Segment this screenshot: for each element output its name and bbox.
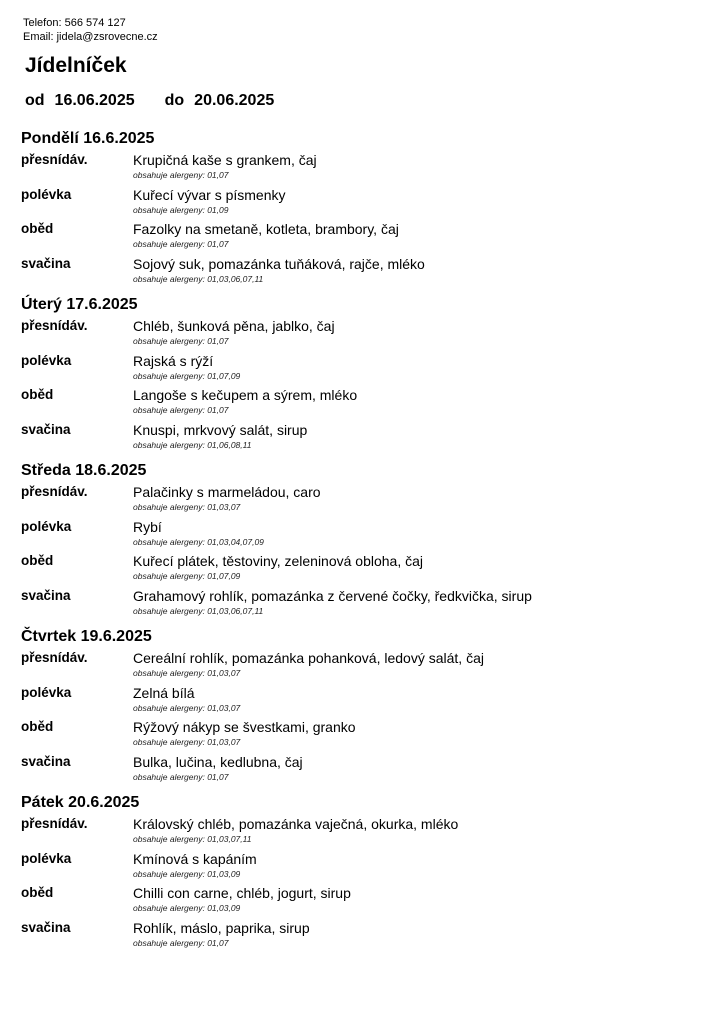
day-section (21, 128, 711, 288)
meal-type: svačina (21, 753, 71, 769)
meal-allergens: obsahuje alergeny: 01,03,07 (133, 502, 241, 512)
meal-name: Krupičná kaše s grankem, čaj (133, 152, 317, 168)
meal-row (21, 219, 711, 254)
meal-row (21, 849, 711, 884)
meal-allergens: obsahuje alergeny: 01,07,09 (133, 370, 241, 381)
meal-row (21, 586, 711, 621)
meal-allergens: obsahuje alergeny: 01,03,09 (133, 868, 241, 879)
meal-row (21, 385, 711, 420)
meal-row (21, 918, 711, 953)
meal-row (21, 517, 711, 552)
meal-row (21, 683, 711, 718)
meal-type: přesnídáv. (21, 318, 88, 333)
meal-name: Knuspi, mrkvový salát, sirup (133, 421, 308, 438)
meal-type: svačina (21, 587, 71, 603)
meal-allergens: obsahuje alergeny: 01,07 (133, 771, 229, 782)
meal-row (21, 316, 711, 351)
meal-row (21, 351, 711, 386)
menu-days (21, 128, 711, 958)
day-section (21, 460, 711, 620)
meal-allergens: obsahuje alergeny: 01,03,09 (133, 903, 241, 913)
meal-type: svačina (21, 919, 71, 935)
meal-allergens: obsahuje alergeny: 01,03,07 (133, 702, 241, 713)
meal-allergens: obsahuje alergeny: 01,07 (133, 336, 229, 346)
meal-allergens: obsahuje alergeny: 01,07 (133, 170, 229, 180)
meal-allergens: obsahuje alergeny: 01,03,06,07,11 (133, 273, 264, 284)
meal-allergens: obsahuje alergeny: 01,07 (133, 239, 229, 249)
meal-type: polévka (21, 684, 72, 700)
meal-type: svačina (21, 421, 71, 437)
meal-allergens: obsahuje alergeny: 01,07,09 (133, 571, 241, 581)
meal-name: Chléb, šunková pěna, jablko, čaj (133, 318, 335, 334)
phone-text: Telefon: 566 574 127 (23, 17, 126, 29)
meal-name: Cereální rohlík, pomazánka pohanková, ledový salát, čaj (133, 650, 484, 666)
meal-name: Rybí (133, 518, 162, 535)
email-text: Email: jidela@zsrovecne.cz (23, 31, 158, 43)
meal-type: polévka (21, 850, 72, 866)
day-title: Pondělí 16.6.2025 (21, 130, 155, 147)
to-date: 20.06.2025 (194, 92, 275, 109)
meal-name: Sojový suk, pomazánka tuňáková, rajče, mléko (133, 255, 425, 272)
meal-name: Rýžový nákyp se švestkami, granko (133, 719, 356, 735)
meal-allergens: obsahuje alergeny: 01,06,08,11 (133, 439, 252, 450)
meal-name: Grahamový rohlík, pomazánka z červené čočky, ředkvička, sirup (133, 587, 532, 604)
meal-row (21, 814, 711, 849)
meal-name: Kmínová s kapáním (133, 850, 257, 867)
day-title: Středa 18.6.2025 (21, 462, 147, 479)
meal-allergens: obsahuje alergeny: 01,07 (133, 937, 229, 948)
meal-type: polévka (21, 518, 72, 534)
day-section (21, 294, 711, 454)
day-title: Úterý 17.6.2025 (21, 296, 138, 313)
day-section (21, 792, 711, 952)
from-label: od (25, 92, 45, 109)
to-label: do (164, 92, 185, 109)
meal-name: Zelná bílá (133, 684, 195, 701)
meal-type: oběd (21, 719, 54, 734)
meal-name: Chilli con carne, chléb, jogurt, sirup (133, 885, 351, 901)
meal-name: Kuřecí vývar s písmenky (133, 186, 286, 203)
meal-allergens: obsahuje alergeny: 01,03,06,07,11 (133, 605, 264, 616)
meal-row (21, 150, 711, 185)
meal-allergens: obsahuje alergeny: 01,03,04,07,09 (133, 536, 264, 547)
meal-row (21, 551, 711, 586)
meal-type: oběd (21, 221, 54, 236)
meal-row (21, 648, 711, 683)
meal-row (21, 185, 711, 220)
from-date: 16.06.2025 (54, 92, 135, 109)
meal-name: Palačinky s marmeládou, caro (133, 484, 321, 500)
meal-name: Langoše s kečupem a sýrem, mléko (133, 387, 358, 403)
meal-row (21, 420, 711, 455)
day-title: Pátek 20.6.2025 (21, 794, 140, 811)
meal-name: Fazolky na smetaně, kotleta, brambory, čaj (133, 221, 399, 237)
meal-row (21, 883, 711, 918)
day-section (21, 626, 711, 786)
meal-type: přesnídáv. (21, 152, 88, 167)
meal-allergens: obsahuje alergeny: 01,09 (133, 204, 229, 215)
page-title: Jídelníček (25, 54, 127, 77)
meal-row (21, 717, 711, 752)
date-range (25, 92, 274, 110)
meal-type: oběd (21, 553, 54, 568)
meal-row (21, 482, 711, 517)
meal-name: Rajská s rýží (133, 352, 214, 369)
meal-type: svačina (21, 255, 71, 271)
meal-type: přesnídáv. (21, 650, 88, 665)
meal-type: přesnídáv. (21, 816, 88, 831)
meal-type: oběd (21, 885, 54, 900)
meal-type: polévka (21, 186, 72, 202)
meal-allergens: obsahuje alergeny: 01,07 (133, 405, 229, 415)
meal-type: oběd (21, 387, 54, 402)
meal-type: polévka (21, 352, 72, 368)
meal-name: Kuřecí plátek, těstoviny, zeleninová obloha, čaj (133, 553, 424, 569)
meal-name: Bulka, lučina, kedlubna, čaj (133, 753, 303, 770)
day-title: Čtvrtek 19.6.2025 (21, 628, 152, 645)
meal-row (21, 254, 711, 289)
contact-info (23, 16, 158, 44)
meal-allergens: obsahuje alergeny: 01,03,07 (133, 668, 241, 678)
meal-type: přesnídáv. (21, 484, 88, 499)
meal-name: Rohlík, máslo, paprika, sirup (133, 919, 310, 936)
meal-row (21, 752, 711, 787)
meal-name: Královský chléb, pomazánka vaječná, okurka, mléko (133, 816, 459, 832)
meal-allergens: obsahuje alergeny: 01,03,07,11 (133, 834, 252, 844)
meal-allergens: obsahuje alergeny: 01,03,07 (133, 737, 241, 747)
